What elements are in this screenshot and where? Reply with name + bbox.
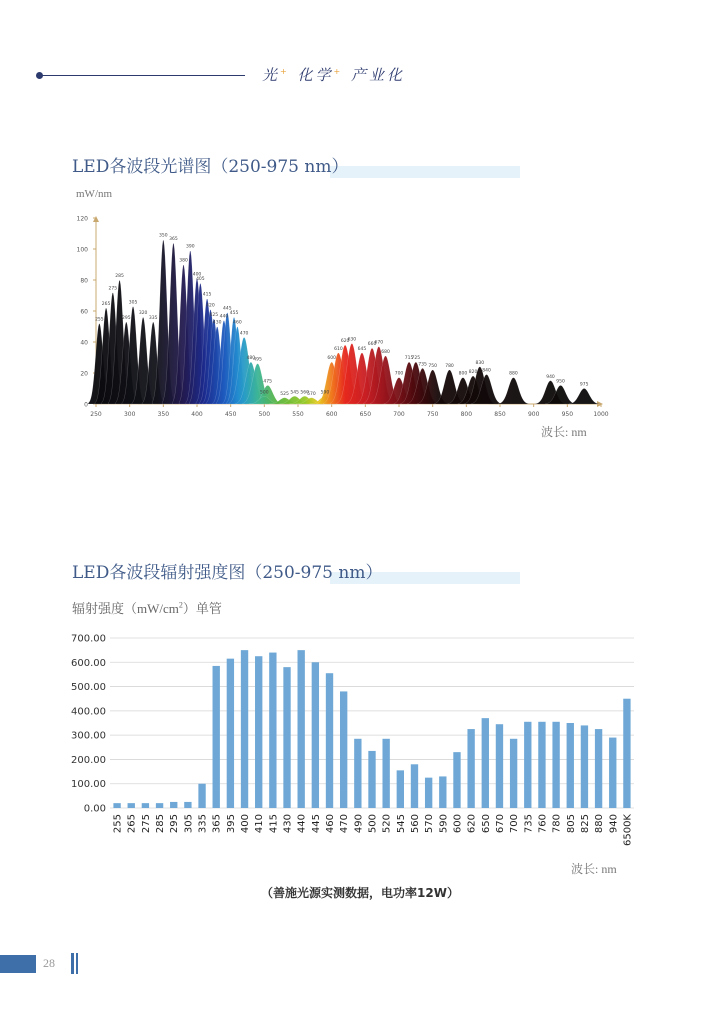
spectrum-x-tick-label: 450 bbox=[224, 411, 237, 418]
bar-y-tick-label: 700.00 bbox=[71, 633, 106, 645]
spectrum-peak-label: 700 bbox=[394, 371, 404, 377]
bar-x-tick-label: 265 bbox=[126, 814, 138, 834]
bar bbox=[552, 722, 559, 808]
bar-y-tick-label: 600.00 bbox=[71, 657, 106, 669]
spectrum-peak-label: 350 bbox=[159, 233, 168, 239]
irradiance-title: LED各波段辐射强度图（250-975 nm） bbox=[72, 563, 383, 583]
spectrum-peak-label: 680 bbox=[381, 349, 390, 355]
spectrum-peak-label: 425 bbox=[209, 312, 219, 318]
spectrum-peak-label: 800 bbox=[458, 371, 468, 377]
spectrum-title: LED各波段光谱图（250-975 nm） bbox=[72, 157, 349, 177]
bar-x-tick-label: 560 bbox=[409, 814, 421, 834]
bar-x-tick-label: 460 bbox=[325, 814, 337, 834]
bar bbox=[510, 739, 517, 808]
bar-x-tick-label: 255 bbox=[112, 814, 124, 834]
bar-x-tick-label: 415 bbox=[268, 814, 280, 834]
spectrum-peak-label: 365 bbox=[169, 236, 178, 242]
bar bbox=[142, 803, 149, 808]
spectrum-x-tick-label: 400 bbox=[191, 411, 203, 418]
bar-y-tick-label: 400.00 bbox=[71, 706, 106, 718]
header-star-1: + bbox=[280, 67, 290, 76]
spectrum-peak-label: 610 bbox=[334, 346, 343, 352]
spectrum-y-tick-label: 100 bbox=[76, 246, 88, 254]
bar-x-tick-label: 445 bbox=[310, 814, 322, 834]
spectrum-peak-label: 255 bbox=[95, 317, 104, 323]
spectrum-peak-label: 320 bbox=[138, 311, 148, 317]
spectrum-y-tick-label: 20 bbox=[80, 370, 88, 378]
irradiance-x-unit: 波长: nm bbox=[571, 862, 617, 876]
footnote: （善施光源实测数据，电功率12W） bbox=[261, 886, 459, 900]
spectrum-peak-label: 880 bbox=[509, 371, 518, 377]
bar-y-tick-label: 100.00 bbox=[71, 779, 106, 791]
spectrum-peak-label: 560 bbox=[300, 390, 310, 396]
spectrum-chart bbox=[60, 210, 620, 428]
bar bbox=[312, 662, 319, 808]
bar-x-tick-label: 600 bbox=[452, 814, 464, 834]
bar-x-tick-label: 335 bbox=[197, 814, 209, 834]
bar-x-tick-label: 440 bbox=[296, 814, 308, 834]
spectrum-x-tick-label: 250 bbox=[90, 411, 102, 418]
spectrum-x-unit: 波长: nm bbox=[541, 425, 587, 439]
bar bbox=[453, 752, 460, 808]
irradiance-y-unit-prefix: 辐射强度（mW/cm bbox=[72, 601, 179, 616]
bar-x-tick-label: 805 bbox=[565, 814, 577, 834]
bar bbox=[411, 764, 418, 808]
spectrum-x-tick-label: 550 bbox=[292, 411, 304, 418]
spectrum-y-tick-label: 80 bbox=[80, 277, 88, 285]
spectrum-peak-label: 275 bbox=[108, 286, 118, 292]
spectrum-peak-label: 265 bbox=[101, 301, 111, 307]
bar bbox=[467, 729, 474, 808]
bar-x-tick-label: 825 bbox=[579, 814, 591, 834]
bar bbox=[170, 802, 177, 808]
spectrum-peak-label: 670 bbox=[374, 340, 384, 346]
bar-x-tick-label: 570 bbox=[424, 814, 436, 834]
bar-x-tick-label: 470 bbox=[339, 814, 351, 834]
header-part-2: 化学 bbox=[297, 66, 334, 84]
spectrum-peak-label: 940 bbox=[546, 374, 555, 380]
spectrum-x-tick-label: 700 bbox=[393, 411, 405, 418]
bar-y-tick-label: 300.00 bbox=[71, 730, 106, 742]
spectrum-peak-label: 600 bbox=[327, 356, 336, 362]
spectrum-peak-label: 735 bbox=[418, 362, 427, 368]
spectrum-x-tick-label: 750 bbox=[426, 411, 439, 418]
irradiance-chart bbox=[60, 628, 644, 854]
spectrum-peak-label: 830 bbox=[475, 360, 485, 366]
spectrum-peak-label: 545 bbox=[290, 390, 299, 396]
bar-x-tick-label: 545 bbox=[395, 814, 407, 834]
bar bbox=[368, 751, 375, 808]
bar bbox=[156, 803, 163, 808]
page-bar-2 bbox=[76, 953, 78, 974]
bar bbox=[567, 723, 574, 808]
spectrum-peak bbox=[498, 378, 528, 404]
bar-x-tick-label: 620 bbox=[466, 814, 478, 834]
spectrum-x-tick-label: 850 bbox=[494, 411, 506, 418]
bar-x-tick-label: 590 bbox=[438, 814, 450, 834]
irradiance-y-unit-suffix: ）单管 bbox=[182, 601, 222, 616]
spectrum-peak-label: 460 bbox=[233, 320, 242, 326]
spectrum-peak-label: 430 bbox=[212, 320, 222, 326]
spectrum-x-tick-label: 900 bbox=[527, 411, 540, 418]
page-bar-1 bbox=[71, 953, 74, 974]
bar bbox=[397, 770, 404, 808]
irradiance-y-unit-sup: 2 bbox=[178, 600, 183, 610]
spectrum-peak-label: 495 bbox=[253, 357, 262, 363]
bar-y-tick-label: 500.00 bbox=[71, 682, 106, 694]
spectrum-peak-label: 500 bbox=[260, 390, 269, 396]
spectrum-y-tick-label: 120 bbox=[76, 215, 88, 223]
bar bbox=[524, 722, 531, 808]
bar-x-tick-label: 670 bbox=[494, 814, 506, 834]
bar-x-tick-label: 430 bbox=[282, 814, 294, 834]
bar-x-tick-label: 650 bbox=[480, 814, 492, 834]
bar bbox=[283, 667, 290, 808]
bar bbox=[609, 738, 616, 808]
page-marker bbox=[0, 955, 36, 973]
bar-x-tick-label: 780 bbox=[551, 814, 563, 834]
bar bbox=[623, 699, 630, 808]
bar-x-tick-label: 940 bbox=[608, 814, 620, 834]
spectrum-peak-label: 780 bbox=[445, 363, 454, 369]
bar-y-tick-label: 200.00 bbox=[71, 754, 106, 766]
bar bbox=[326, 673, 333, 808]
spectrum-peak-label: 455 bbox=[229, 311, 239, 317]
bar bbox=[255, 656, 262, 808]
spectrum-peak-label: 445 bbox=[223, 306, 232, 312]
spectrum-y-tick-label: 0 bbox=[84, 401, 88, 409]
bar bbox=[298, 650, 305, 808]
bar bbox=[198, 784, 205, 808]
spectrum-x-tick-label: 500 bbox=[258, 411, 271, 418]
bar bbox=[595, 729, 602, 808]
spectrum-peak-label: 975 bbox=[579, 382, 589, 388]
bar bbox=[482, 718, 489, 808]
spectrum-y-unit: mW/nm bbox=[76, 188, 113, 200]
bar-x-tick-label: 295 bbox=[169, 814, 181, 834]
bar-x-tick-label: 760 bbox=[537, 814, 549, 834]
spectrum-x-tick-label: 650 bbox=[359, 411, 372, 418]
bar-x-tick-label: 880 bbox=[594, 814, 606, 834]
spectrum-peak-label: 820 bbox=[468, 370, 478, 376]
bar-x-tick-label: 490 bbox=[353, 814, 365, 834]
bar bbox=[354, 739, 361, 808]
bar bbox=[425, 778, 432, 808]
bar-x-tick-label: 275 bbox=[140, 814, 152, 834]
spectrum-peak-label: 950 bbox=[556, 379, 565, 385]
bar-x-tick-label: 500 bbox=[367, 814, 379, 834]
spectrum-peak-label: 590 bbox=[320, 390, 330, 396]
header-title bbox=[262, 64, 405, 85]
spectrum-x-tick-label: 1000 bbox=[593, 411, 609, 418]
spectrum-x-tick-label: 350 bbox=[157, 411, 170, 418]
bar bbox=[439, 776, 446, 808]
spectrum-peak-label: 480 bbox=[246, 356, 256, 362]
spectrum-peak-label: 525 bbox=[280, 391, 289, 397]
spectrum-title-band bbox=[330, 166, 520, 178]
spectrum-y-arrow bbox=[93, 216, 99, 222]
header-star-2: + bbox=[333, 67, 344, 76]
bar-y-tick-label: 0.00 bbox=[83, 803, 106, 815]
bar-x-tick-label: 285 bbox=[155, 814, 167, 834]
spectrum-peak-label: 630 bbox=[347, 337, 357, 343]
spectrum-peak-label: 335 bbox=[148, 315, 158, 321]
spectrum-peak-label: 405 bbox=[196, 277, 205, 283]
spectrum-x-tick-label: 300 bbox=[123, 411, 136, 418]
bar bbox=[269, 653, 276, 808]
bar bbox=[538, 722, 545, 808]
bar bbox=[382, 739, 389, 808]
spectrum-peak-label: 750 bbox=[428, 363, 437, 369]
spectrum-peak-label: 285 bbox=[115, 274, 124, 279]
spectrum-peak-label: 380 bbox=[179, 258, 188, 264]
bar bbox=[213, 666, 220, 808]
bar-x-tick-label: 395 bbox=[225, 814, 237, 834]
bar bbox=[496, 724, 503, 808]
spectrum-x-tick-label: 600 bbox=[325, 411, 338, 418]
bar-x-tick-label: 6500K bbox=[622, 814, 634, 847]
spectrum-peak-label: 570 bbox=[307, 391, 316, 397]
spectrum-peak-label: 660 bbox=[367, 342, 377, 348]
bar bbox=[581, 725, 588, 808]
bar bbox=[113, 803, 120, 808]
spectrum-peak-label: 400 bbox=[192, 272, 202, 278]
spectrum-peak-label: 840 bbox=[482, 368, 491, 374]
spectrum-peak-label: 620 bbox=[340, 339, 350, 345]
bar-x-tick-label: 410 bbox=[254, 814, 266, 834]
spectrum-peak-label: 390 bbox=[185, 244, 195, 250]
bar-x-tick-label: 735 bbox=[523, 814, 535, 834]
spectrum-x-tick-label: 950 bbox=[561, 411, 574, 418]
bar-x-tick-label: 700 bbox=[509, 814, 521, 834]
bar bbox=[128, 803, 135, 808]
bar bbox=[184, 802, 191, 808]
bar-x-tick-label: 400 bbox=[240, 814, 252, 834]
irradiance-y-unit bbox=[72, 598, 222, 617]
header-rule bbox=[40, 75, 245, 76]
spectrum-x-tick-label: 800 bbox=[460, 411, 473, 418]
spectrum-peak-label: 475 bbox=[263, 379, 272, 385]
spectrum-peak-label: 305 bbox=[128, 300, 138, 306]
header-part-1: 光 bbox=[262, 66, 281, 84]
spectrum-peak-label: 420 bbox=[206, 303, 215, 309]
spectrum-peak-label: 415 bbox=[202, 292, 212, 298]
spectrum-peak-label: 725 bbox=[411, 356, 421, 362]
spectrum-peak-label: 470 bbox=[239, 331, 249, 337]
bar bbox=[340, 691, 347, 808]
spectrum-peak-label: 715 bbox=[404, 356, 414, 362]
spectrum-peak bbox=[569, 389, 599, 404]
bar-x-tick-label: 365 bbox=[211, 814, 223, 834]
bar bbox=[241, 650, 248, 808]
bar-x-tick-label: 305 bbox=[183, 814, 195, 834]
spectrum-peak-label: 645 bbox=[357, 346, 367, 352]
bar-x-tick-label: 520 bbox=[381, 814, 393, 834]
spectrum-y-tick-label: 60 bbox=[80, 308, 88, 316]
spectrum-peak-label: 440 bbox=[219, 314, 229, 320]
bar bbox=[227, 659, 234, 808]
spectrum-peak-label: 295 bbox=[122, 315, 131, 321]
spectrum-y-tick-label: 40 bbox=[80, 339, 88, 347]
page-number: 28 bbox=[43, 956, 55, 970]
header-part-3: 产业化 bbox=[351, 66, 406, 84]
